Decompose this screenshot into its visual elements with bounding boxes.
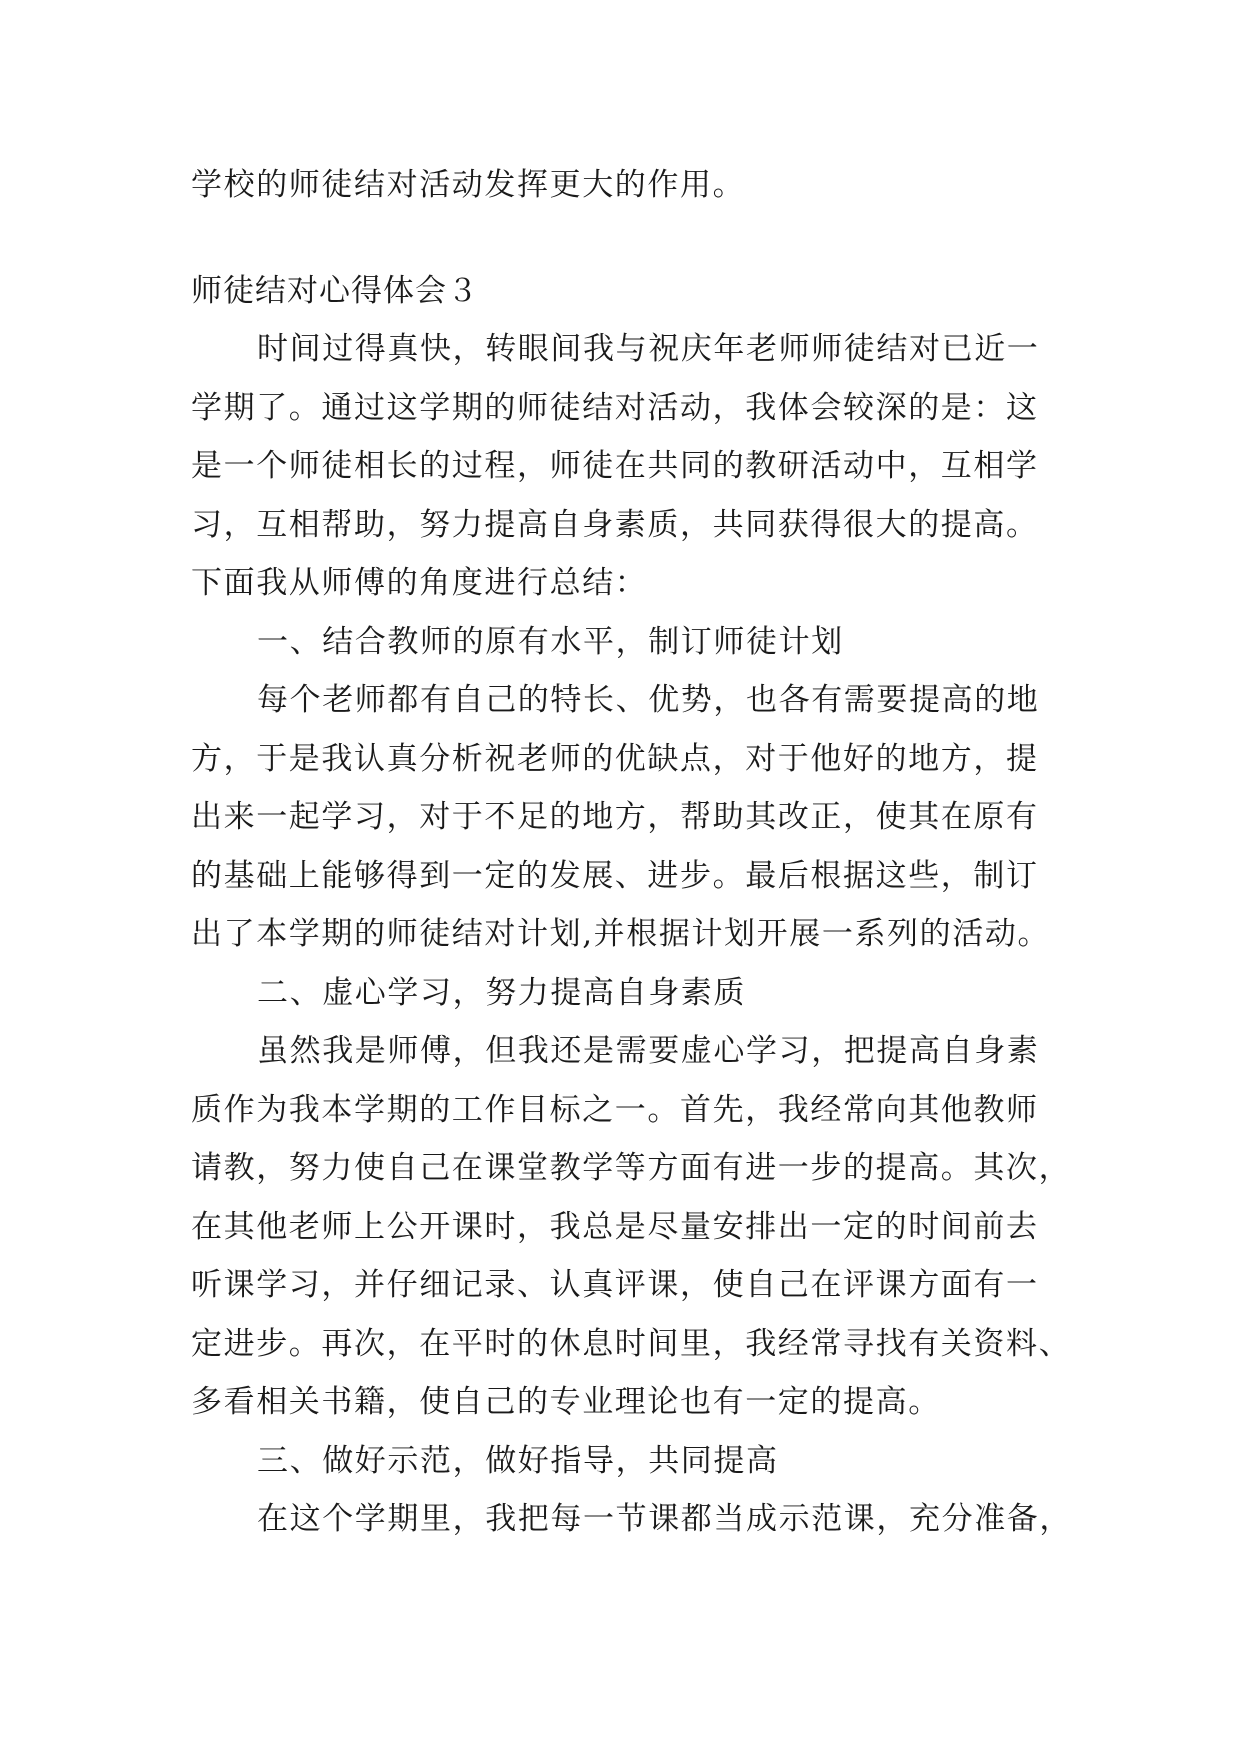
body-text [191,320,1072,1549]
text-line: 一、结合教师的原有水平，制订师徒计划 [257,623,844,660]
text-line: 习，互相帮助，努力提高自身素质，共同获得很大的提高。 [191,506,1039,543]
text-line: 质作为我本学期的工作目标之一。首先，我经常向其他教师 [191,1091,1039,1128]
text-line: 学期了。通过这学期的师徒结对活动，我体会较深的是：这 [191,389,1039,426]
text-line: 是一个师徒相长的过程，师徒在共同的教研活动中，互相学 [191,448,1039,484]
text-line: 请教，努力使自己在课堂教学等方面有进一步的提高。其次， [191,1150,1072,1186]
text-line: 二、虚心学习，努力提高自身素质 [257,974,746,1011]
text-line: 的基础上能够得到一定的发展、进步。最后根据这些，制订 [191,857,1039,894]
text-line: 出了本学期的师徒结对计划,并根据计划开展一系列的活动。 [191,916,1051,952]
text-line: 出来一起学习，对于不足的地方，帮助其改正，使其在原有 [191,799,1039,835]
text-line: 下面我从师傅的角度进行总结： [191,565,648,601]
text-line: 三、做好示范，做好指导，共同提高 [257,1442,779,1479]
text-line: 虽然我是师傅，但我还是需要虚心学习，把提高自身素 [257,1033,1040,1069]
text-line: 听课学习，并仔细记录、认真评课，使自己在评课方面有一 [191,1267,1039,1303]
text-line: 方，于是我认真分析祝老师的优缺点，对于他好的地方，提 [191,740,1039,777]
text-line: 时间过得真快，转眼间我与祝庆年老师师徒结对已近一 [257,331,1040,367]
text-line: 多看相关书籍，使自己的专业理论也有一定的提高。 [191,1384,941,1420]
text-line: 在其他老师上公开课时，我总是尽量安排出一定的时间前去 [191,1208,1039,1245]
text-line: 每个老师都有自己的特长、优势，也各有需要提高的地 [257,682,1040,718]
text-line: 在这个学期里，我把每一节课都当成示范课，充分准备， [257,1501,1072,1537]
text-line: 定进步。再次，在平时的休息时间里，我经常寻找有关资料、 [191,1325,1072,1362]
paragraph-gap [191,215,1053,262]
continuation-line: 学校的师徒结对活动发挥更大的作用。 [191,167,746,203]
section-title: 师徒结对心得体会３ [191,272,479,309]
document-body [191,156,1072,1549]
